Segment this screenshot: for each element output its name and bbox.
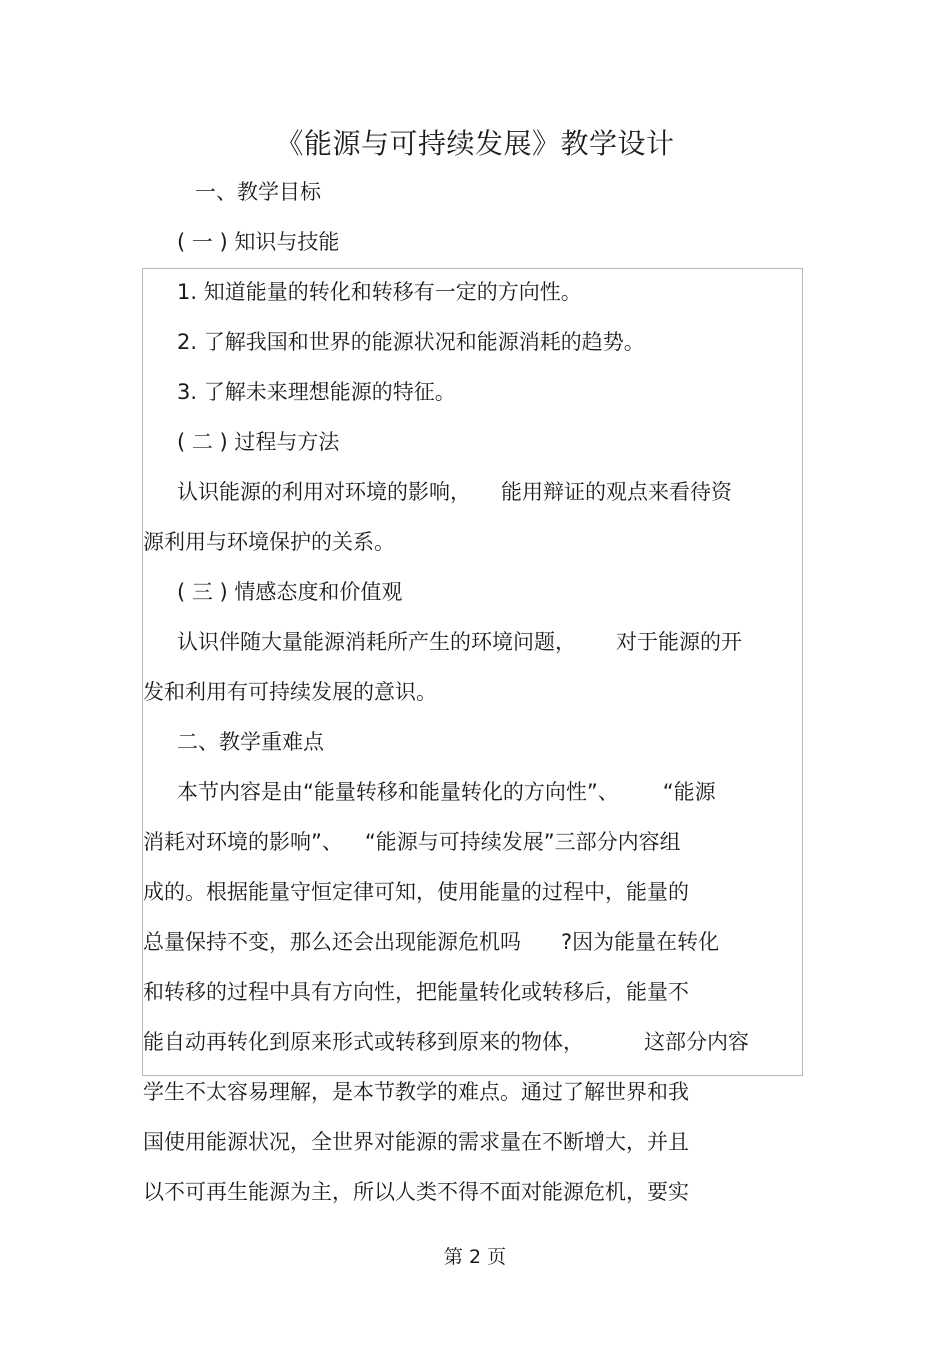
section-heading-key-points: 二、教学重难点: [177, 730, 324, 754]
text-segment: 消耗对环境的影响”、: [143, 830, 343, 854]
paragraph-line: 发和利用有可持续发展的意识。: [143, 680, 437, 704]
text-segment: 对于能源的开: [616, 630, 742, 654]
paragraph-line: [177, 777, 716, 807]
paragraph-line: [143, 827, 681, 857]
text-segment: 这部分内容: [644, 1030, 749, 1054]
text-segment: 认识伴随大量能源消耗所产生的环境问题，: [177, 630, 576, 654]
page-number: 第 2 页: [443, 1246, 507, 1268]
text-segment: 认识能源的利用对环境的影响，: [177, 480, 471, 504]
subheading-knowledge-skills: ( 一 ) 知识与技能: [177, 230, 340, 254]
paragraph-line: 源利用与环境保护的关系。: [143, 530, 395, 554]
paragraph-line: [143, 1027, 749, 1057]
subheading-attitude-values: ( 三 ) 情感态度和价值观: [177, 580, 403, 604]
text-segment: 能自动再转化到原来形式或转移到原来的物体，: [143, 1030, 584, 1054]
text-segment: “能源: [662, 780, 716, 804]
paragraph-line: [177, 477, 732, 507]
text-segment: “能源与可持续发展”三部分内容组: [364, 830, 681, 854]
paragraph-line: 国使用能源状况，全世界对能源的需求量在不断增大，并且: [143, 1130, 689, 1154]
text-segment: 总量保持不变，那么还会出现能源危机吗: [143, 930, 521, 954]
section-heading-objectives: 一、教学目标: [195, 180, 321, 204]
subheading-process-method: ( 二 ) 过程与方法: [177, 430, 340, 454]
objective-item: 1. 知道能量的转化和转移有一定的方向性。: [177, 280, 582, 304]
paragraph-line: [143, 927, 719, 957]
objective-item: 3. 了解未来理想能源的特征。: [177, 380, 456, 404]
document-title: 《能源与可持续发展》教学设计: [275, 127, 675, 160]
paragraph-line: 以不可再生能源为主，所以人类不得不面对能源危机，要实: [143, 1180, 689, 1204]
paragraph-line: 学生不太容易理解，是本节教学的难点。通过了解世界和我: [143, 1080, 689, 1104]
objective-item: 2. 了解我国和世界的能源状况和能源消耗的趋势。: [177, 330, 645, 354]
text-segment: 能用辩证的观点来看待资: [501, 480, 732, 504]
text-segment: ?因为能量在转化: [561, 930, 720, 954]
paragraph-line: [177, 627, 742, 657]
paragraph-line: 成的。根据能量守恒定律可知，使用能量的过程中，能量的: [143, 880, 689, 904]
paragraph-line: 和转移的过程中具有方向性，把能量转化或转移后，能量不: [143, 980, 689, 1004]
text-segment: 本节内容是由“能量转移和能量转化的方向性”、: [177, 780, 619, 804]
